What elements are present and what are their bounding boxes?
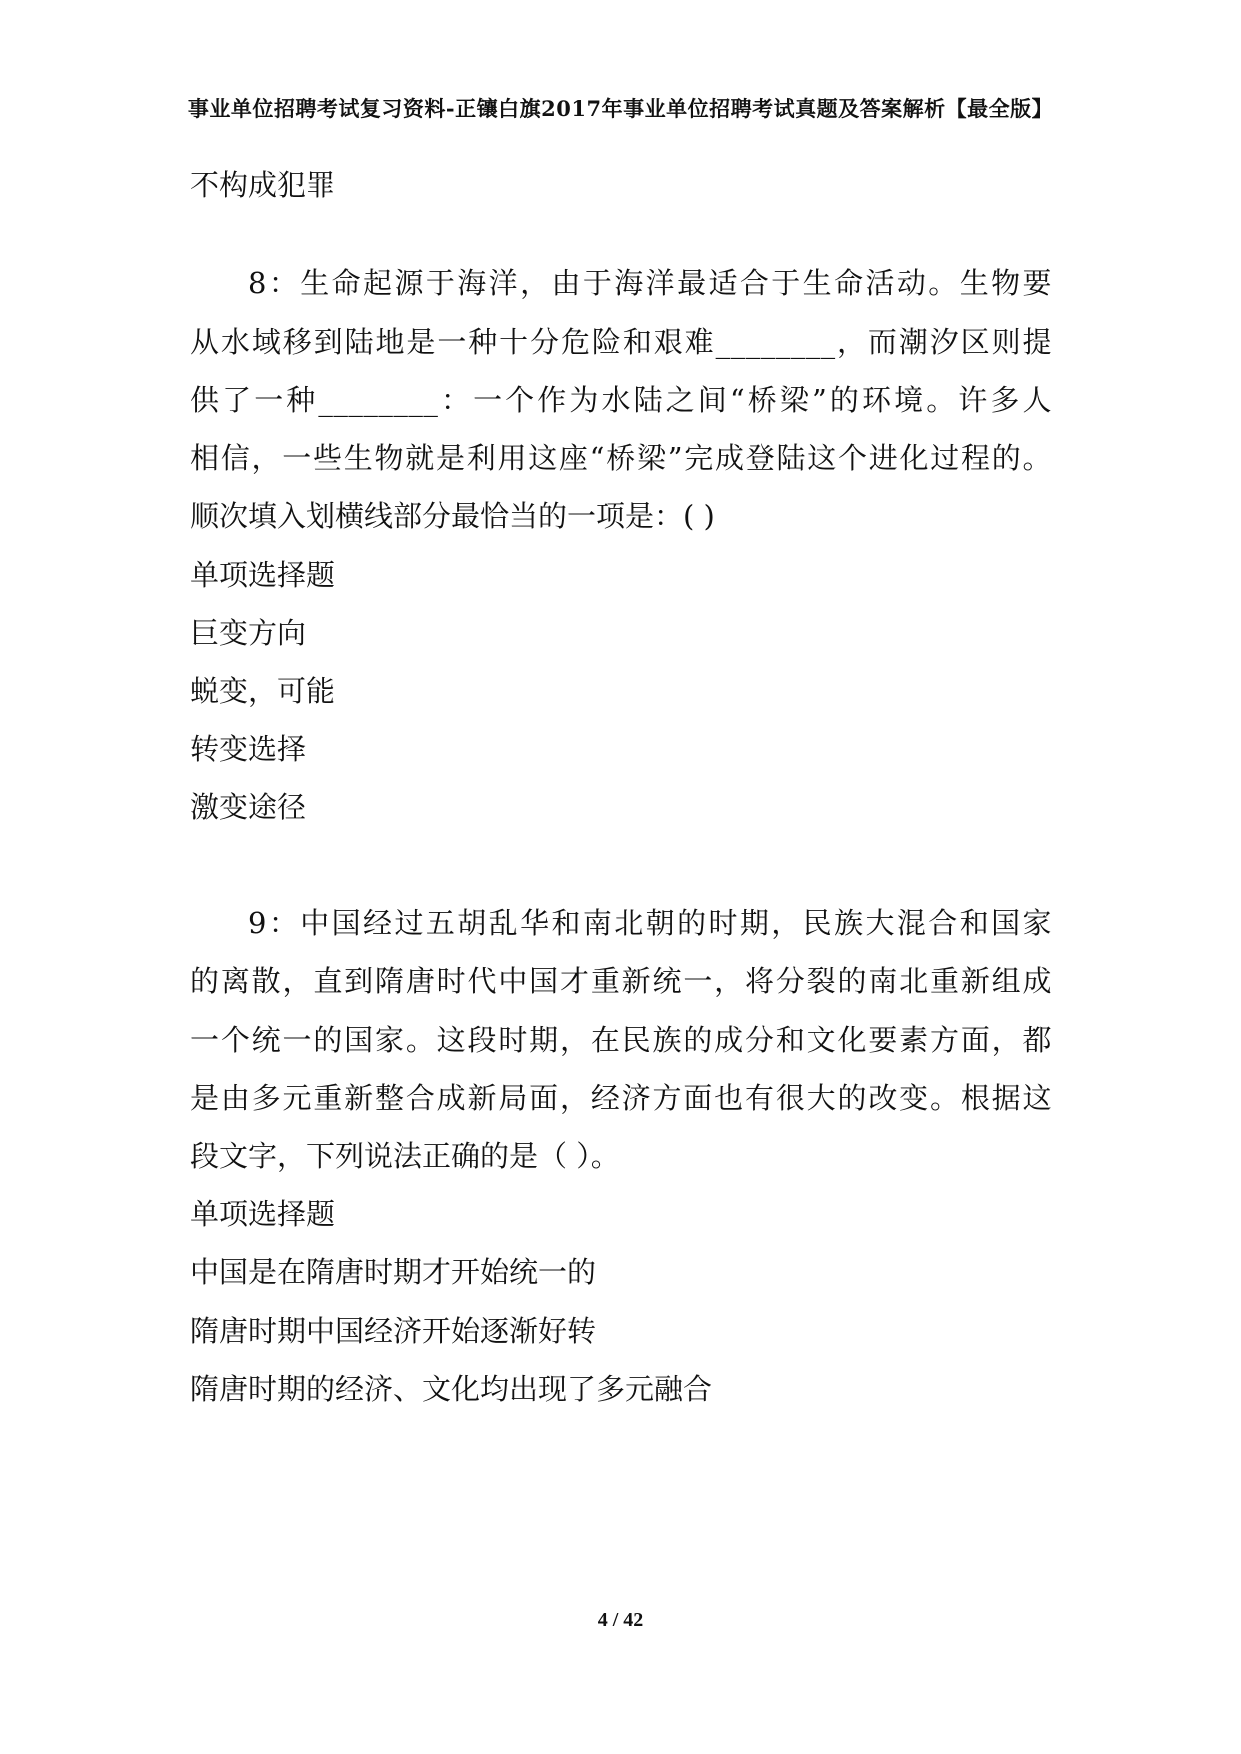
question-8-line-5: 顺次填入划横线部分最恰当的一项是：( ) (190, 499, 715, 533)
question-9-line-5: 段文字，下列说法正确的是（ ）。 (190, 1139, 620, 1173)
question-9-type-label: 单项选择题 (190, 1197, 336, 1231)
question-8-option-a: 巨变方向 (190, 616, 307, 650)
previous-question-option: 不构成犯罪 (190, 168, 336, 202)
question-8-type-label: 单项选择题 (190, 558, 336, 592)
question-8-line-2: 从水域移到陆地是一种十分危险和艰难________，而潮汐区则提 (190, 325, 1052, 359)
question-8-line-1: 8：生命起源于海洋，由于海洋最适合于生命活动。生物要 (248, 266, 1052, 300)
page-number: 4 / 42 (597, 1609, 644, 1631)
question-9-line-3: 一个统一的国家。这段时期，在民族的成分和文化要素方面，都 (190, 1023, 1052, 1057)
question-8-option-d: 激变途径 (190, 790, 307, 824)
question-9-option-a: 中国是在隋唐时期才开始统一的 (190, 1255, 597, 1289)
question-9-line-2: 的离散，直到隋唐时代中国才重新统一，将分裂的南北重新组成 (190, 964, 1052, 998)
document-header: 事业单位招聘考试复习资料-正镶白旗2017年事业单位招聘考试真题及答案解析【最全版】 (187, 96, 1054, 121)
question-9-line-4: 是由多元重新整合成新局面，经济方面也有很大的改变。根据这 (190, 1081, 1052, 1115)
question-8-option-c: 转变选择 (190, 732, 307, 766)
question-8-line-4: 相信，一些生物就是利用这座“桥梁”完成登陆这个进化过程的。 (190, 441, 1052, 475)
question-8-option-b: 蜕变，可能 (190, 674, 336, 708)
question-9-option-c: 隋唐时期的经济、文化均出现了多元融合 (190, 1372, 713, 1406)
question-9-line-1: 9：中国经过五胡乱华和南北朝的时期，民族大混合和国家 (248, 906, 1052, 940)
question-9-option-b: 隋唐时期中国经济开始逐渐好转 (190, 1314, 597, 1348)
question-8-line-3: 供了一种________：一个作为水陆之间“桥梁”的环境。许多人 (190, 383, 1052, 417)
